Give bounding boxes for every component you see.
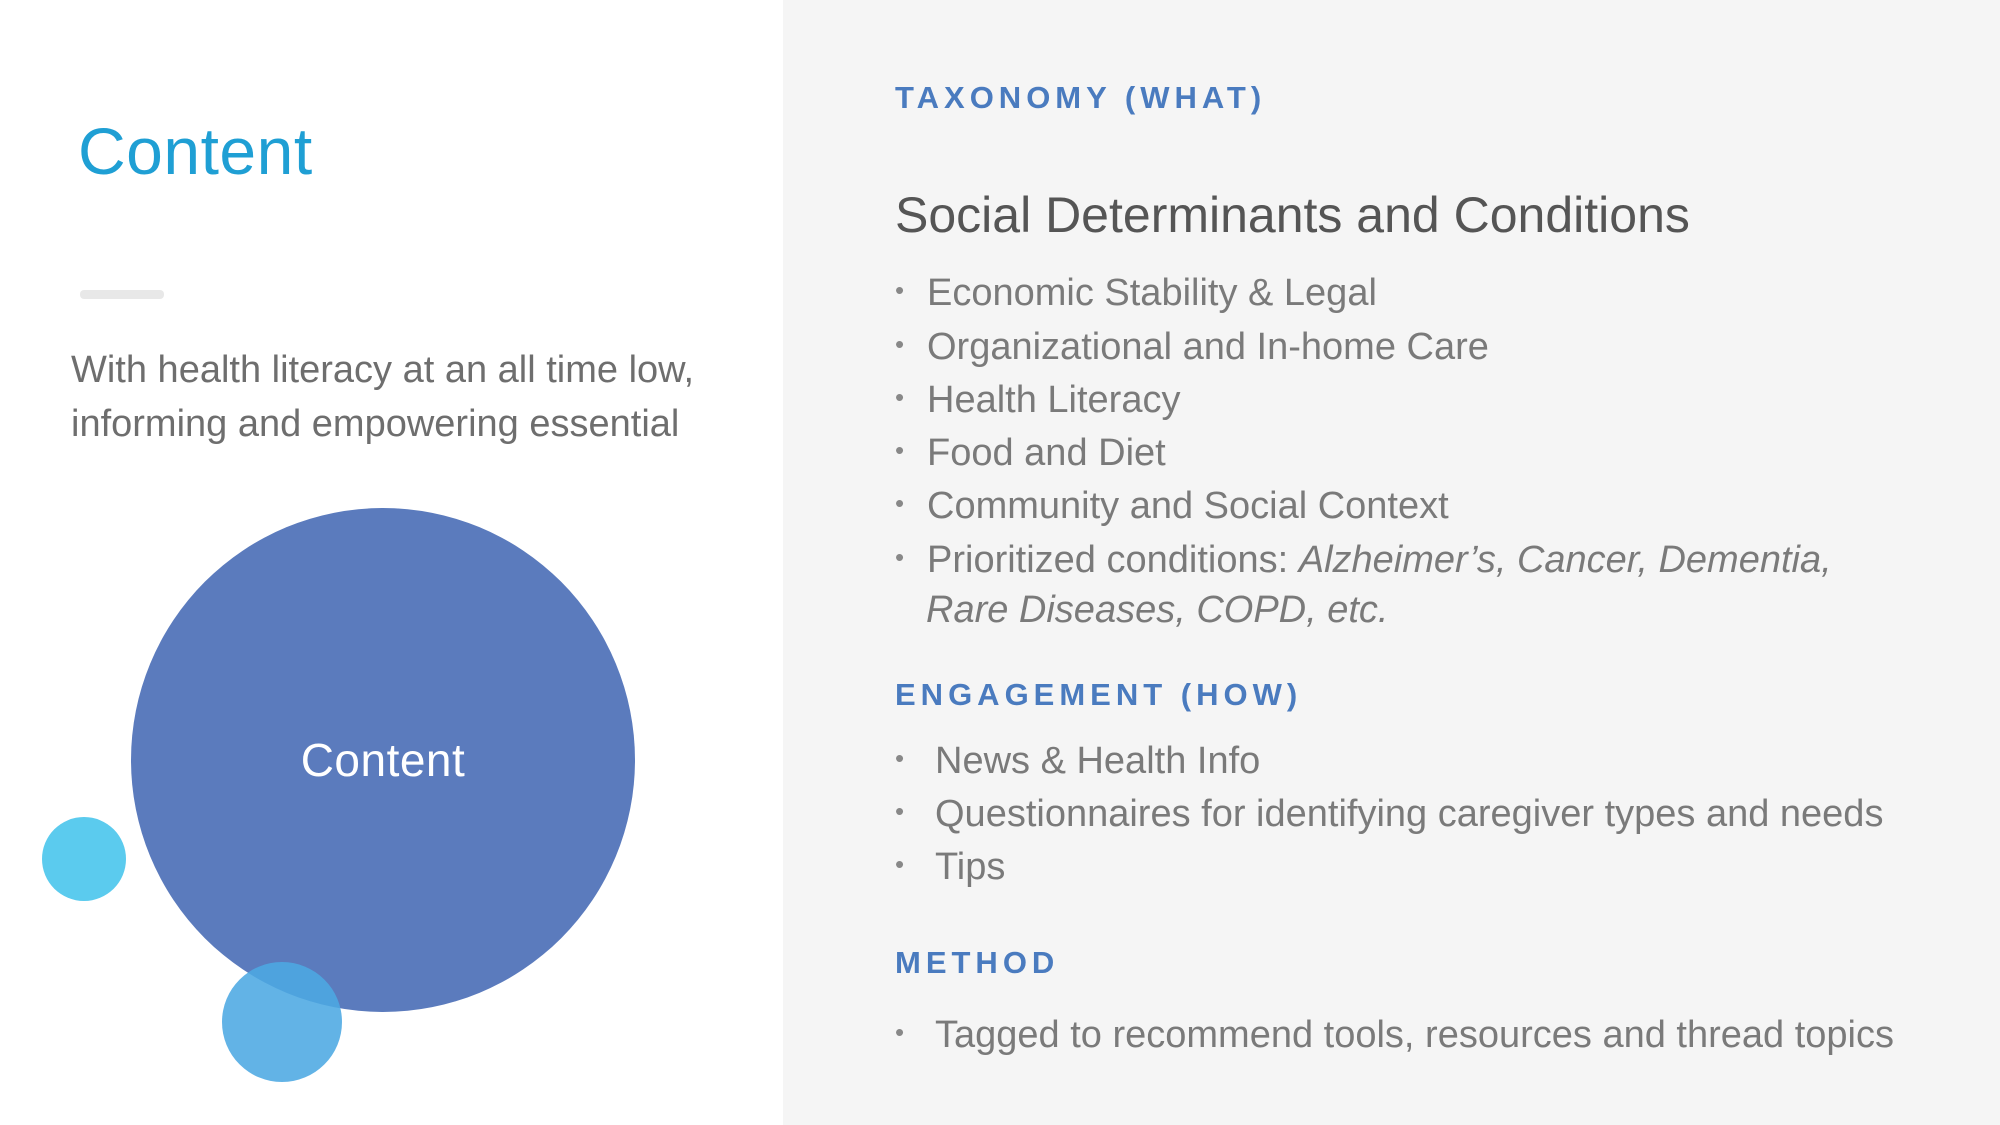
conditions-continuation: Rare Diseases, COPD, etc. bbox=[926, 589, 1389, 631]
taxonomy-item-conditions bbox=[895, 539, 1832, 582]
bullet-icon: • bbox=[895, 743, 905, 774]
taxonomy-item bbox=[895, 485, 1449, 528]
slide-title: Content bbox=[78, 114, 313, 188]
decorative-bubble-cyan bbox=[42, 817, 126, 901]
decorative-bubble-blue bbox=[222, 962, 342, 1082]
method-heading: METHOD bbox=[895, 945, 1060, 980]
taxonomy-item-label: Food and Diet bbox=[927, 432, 1166, 474]
bullet-icon: • bbox=[895, 796, 905, 827]
content-circle-label: Content bbox=[300, 734, 466, 786]
conditions-label: Prioritized conditions: bbox=[927, 539, 1299, 581]
method-item bbox=[895, 1014, 1894, 1057]
taxonomy-subheading: Social Determinants and Conditions bbox=[895, 187, 1690, 243]
bullet-icon: • bbox=[895, 1017, 905, 1048]
bullet-icon: • bbox=[895, 382, 905, 413]
taxonomy-item bbox=[895, 272, 1377, 315]
engagement-heading: ENGAGEMENT (HOW) bbox=[895, 677, 1303, 712]
taxonomy-item bbox=[895, 326, 1489, 369]
bullet-icon: • bbox=[895, 329, 905, 360]
taxonomy-item-label: Organizational and In-home Care bbox=[927, 326, 1489, 368]
bullet-icon: • bbox=[895, 542, 905, 573]
engagement-item-label: News & Health Info bbox=[935, 740, 1261, 782]
bullet-icon: • bbox=[895, 488, 905, 519]
taxonomy-item-label: Community and Social Context bbox=[927, 485, 1449, 527]
taxonomy-item-label: Economic Stability & Legal bbox=[927, 272, 1377, 314]
title-divider bbox=[80, 290, 164, 299]
intro-line-1: With health literacy at an all time low, bbox=[71, 349, 695, 391]
engagement-item bbox=[895, 846, 1005, 889]
engagement-item-label: Tips bbox=[935, 846, 1006, 888]
content-circle bbox=[131, 508, 635, 1012]
engagement-item bbox=[895, 740, 1260, 783]
intro-line-2: informing and empowering essential bbox=[71, 403, 680, 445]
intro-text bbox=[71, 343, 731, 451]
taxonomy-heading: TAXONOMY (WHAT) bbox=[895, 80, 1267, 115]
method-item-label: Tagged to recommend tools, resources and thread topics bbox=[935, 1014, 1894, 1056]
engagement-item bbox=[895, 793, 1883, 836]
left-panel bbox=[0, 0, 783, 1125]
engagement-item-label: Questionnaires for identifying caregiver types and needs bbox=[935, 793, 1884, 835]
bullet-icon: • bbox=[895, 275, 905, 306]
bullet-icon: • bbox=[895, 849, 905, 880]
bullet-icon: • bbox=[895, 435, 905, 466]
taxonomy-item-label: Health Literacy bbox=[927, 379, 1181, 421]
conditions-list: Alzheimer’s, Cancer, Dementia, bbox=[1298, 539, 1832, 581]
taxonomy-item bbox=[895, 379, 1180, 422]
taxonomy-item bbox=[895, 432, 1166, 475]
